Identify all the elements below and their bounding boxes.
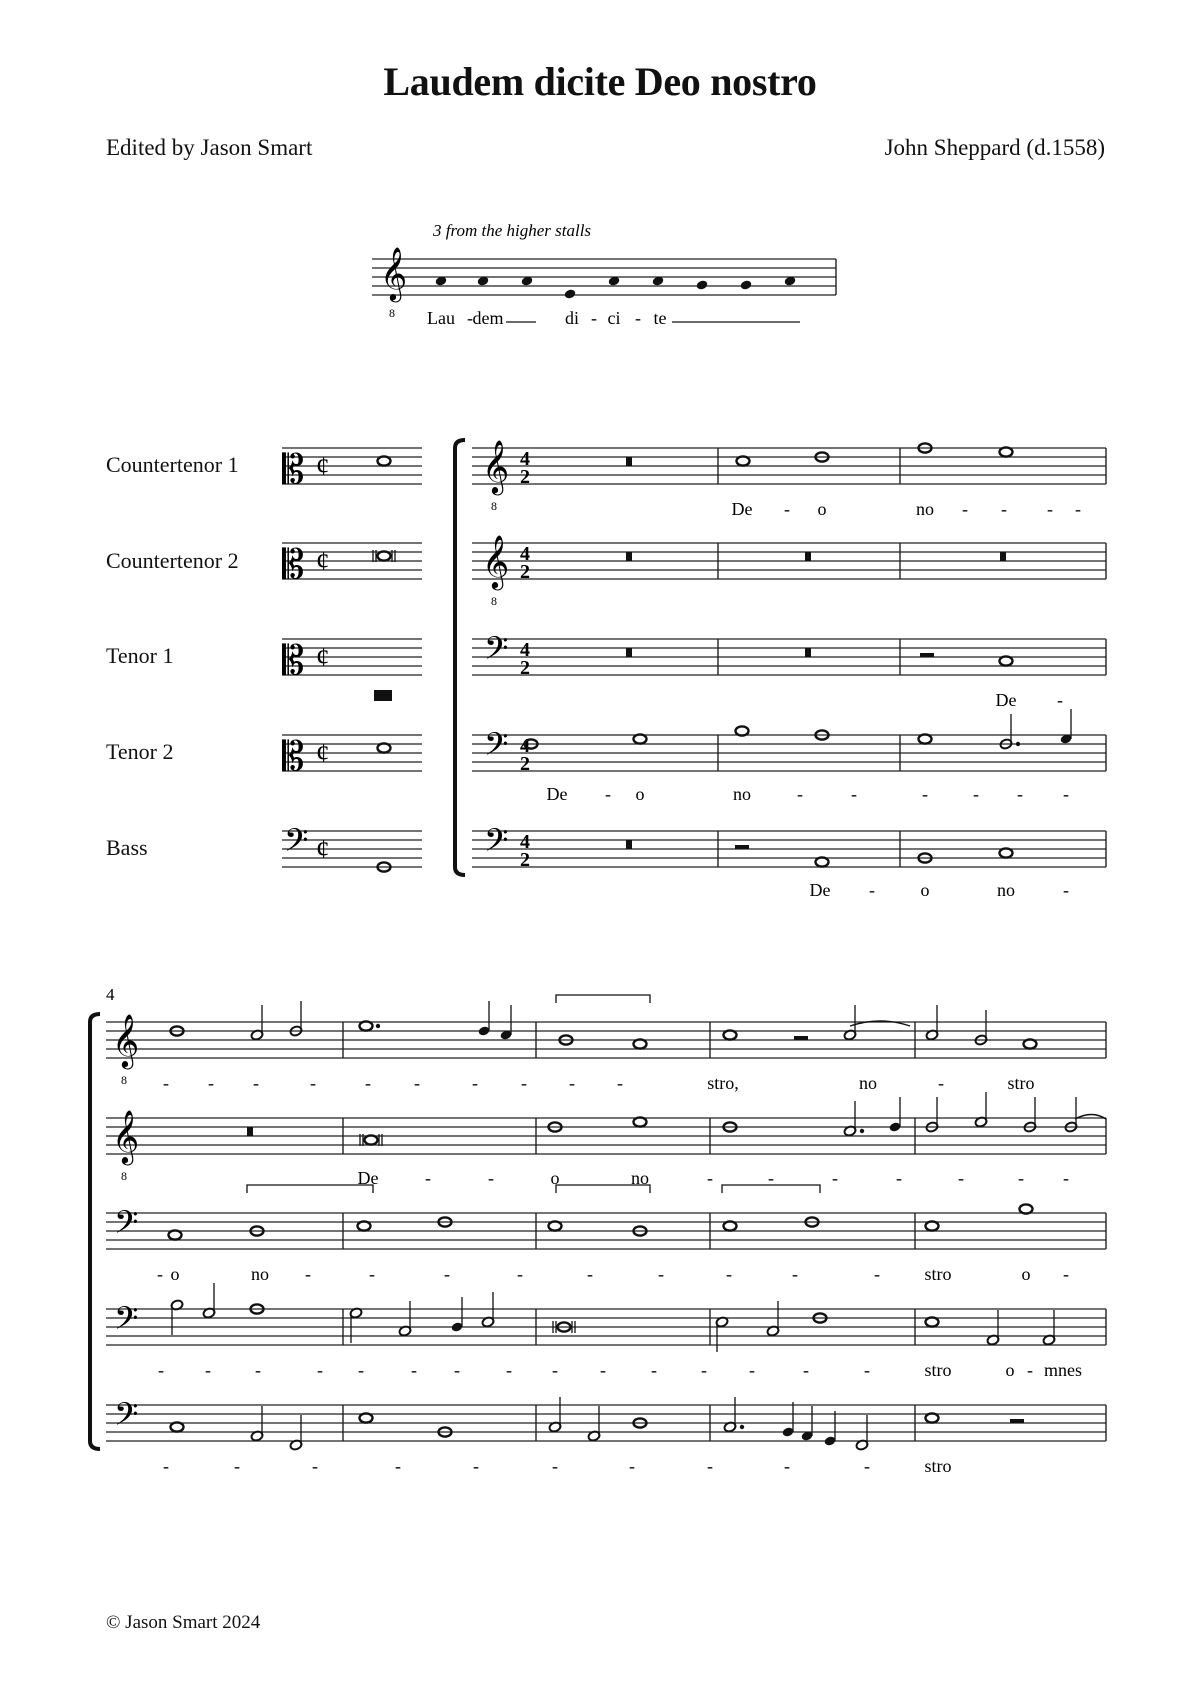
lyric-hyphen: - bbox=[832, 1168, 838, 1188]
octave-mark: 8 bbox=[121, 1169, 127, 1183]
lyric-hyphen: - bbox=[414, 1073, 420, 1093]
whole-note bbox=[634, 734, 647, 743]
ligature-bracket bbox=[556, 995, 650, 1003]
part-name-tenor-1: Tenor 1 bbox=[106, 643, 174, 668]
time-signature-top: 4 bbox=[520, 831, 530, 853]
lyric-hyphen: - bbox=[896, 1168, 902, 1188]
c-clef-icon: 𝄡 bbox=[282, 734, 305, 780]
lyric-hyphen: - bbox=[425, 1168, 431, 1188]
cut-time-icon: ¢ bbox=[316, 451, 330, 481]
cut-time-icon: ¢ bbox=[316, 834, 330, 864]
editor-credit: Edited by Jason Smart bbox=[106, 135, 313, 160]
lyric-hyphen: - bbox=[605, 784, 611, 804]
whole-note bbox=[634, 1039, 647, 1048]
lyric-hyphen: - bbox=[552, 1360, 558, 1380]
whole-note bbox=[549, 1221, 562, 1230]
lyric-hyphen: - bbox=[864, 1456, 870, 1476]
part-name-tenor-2: Tenor 2 bbox=[106, 739, 174, 764]
lyric-syllable: no bbox=[733, 784, 751, 804]
whole-note bbox=[926, 1221, 939, 1230]
lyric-hyphen: - bbox=[701, 1360, 707, 1380]
lyric-hyphen: - bbox=[454, 1360, 460, 1380]
page-title: Laudem dicite Deo nostro bbox=[383, 59, 817, 104]
lyric-hyphen: - bbox=[651, 1360, 657, 1380]
whole-note bbox=[737, 456, 750, 465]
bass-clef-icon: 𝄢 bbox=[114, 1300, 139, 1344]
lyric-hyphen: - bbox=[658, 1264, 664, 1284]
lyric-hyphen: - bbox=[569, 1073, 575, 1093]
time-signature-top: 4 bbox=[520, 448, 530, 470]
lyric-hyphen: - bbox=[506, 1360, 512, 1380]
incipit-direction: 3 from the higher stalls bbox=[433, 221, 592, 240]
whole-note bbox=[919, 734, 932, 743]
octave-mark: 8 bbox=[121, 1073, 127, 1087]
breve-note bbox=[365, 1135, 378, 1144]
bass-clef-icon: 𝄢 bbox=[484, 630, 509, 674]
lyric-syllable: o bbox=[550, 1168, 560, 1188]
half-rest bbox=[794, 1036, 808, 1040]
whole-note bbox=[736, 726, 749, 735]
lyric-syllable: o bbox=[817, 499, 827, 519]
ligature-bracket bbox=[247, 1185, 373, 1193]
lyric-hyphen: - bbox=[411, 1360, 417, 1380]
lyric-hyphen: - bbox=[629, 1456, 635, 1476]
whole-note bbox=[1020, 1204, 1033, 1213]
quarter-note bbox=[696, 279, 709, 290]
half-rest bbox=[735, 845, 749, 849]
lyric-hyphen: - bbox=[317, 1360, 323, 1380]
time-signature-bottom: 2 bbox=[520, 466, 530, 488]
part-name-countertenor-2: Countertenor 2 bbox=[106, 548, 239, 573]
lyric-syllable: De bbox=[995, 690, 1017, 710]
lyric-syllable: stro bbox=[924, 1264, 952, 1284]
whole-note bbox=[1000, 848, 1013, 857]
lyric-hyphen: - bbox=[521, 1073, 527, 1093]
system-bracket bbox=[455, 440, 465, 875]
breve-rest bbox=[626, 552, 632, 561]
lyric-hyphen: - bbox=[552, 1456, 558, 1476]
breve-note bbox=[378, 551, 391, 560]
whole-note bbox=[634, 1117, 647, 1126]
lyric-hyphen: - bbox=[1027, 1360, 1033, 1380]
lyric-hyphen: - bbox=[1001, 499, 1007, 519]
c-clef-icon: 𝄡 bbox=[282, 638, 305, 684]
breve-rest bbox=[626, 457, 632, 466]
half-rest bbox=[920, 653, 934, 657]
lyric-hyphen: - bbox=[157, 1264, 163, 1284]
lyric-syllable: o bbox=[1021, 1264, 1031, 1284]
dot bbox=[740, 1425, 744, 1429]
staff-system2 bbox=[106, 1213, 1106, 1249]
breve-rest bbox=[805, 648, 811, 657]
whole-note bbox=[169, 1230, 182, 1239]
cut-time-icon: ¢ bbox=[316, 738, 330, 768]
time-signature-top: 4 bbox=[520, 543, 530, 565]
staff-system2 bbox=[106, 1118, 1106, 1154]
lyric-hyphen: - bbox=[163, 1456, 169, 1476]
lyric-syllable: o bbox=[635, 784, 645, 804]
lyric-hyphen: - bbox=[1018, 1168, 1024, 1188]
quarter-note bbox=[740, 279, 753, 290]
whole-note bbox=[360, 1021, 373, 1030]
lyric-hyphen: - bbox=[591, 308, 597, 328]
lyric-syllable: ci bbox=[607, 308, 621, 328]
lyric-hyphen: - bbox=[1017, 784, 1023, 804]
lyric-hyphen: - bbox=[358, 1360, 364, 1380]
bass-clef-icon: 𝄢 bbox=[484, 822, 509, 866]
cut-time-icon: ¢ bbox=[316, 642, 330, 672]
incipit-treble-clef-icon: 𝄞 bbox=[380, 246, 408, 300]
whole-note bbox=[1000, 656, 1013, 665]
system-bracket bbox=[90, 1014, 100, 1449]
lyric-hyphen: - bbox=[305, 1264, 311, 1284]
copyright-notice: © Jason Smart 2024 bbox=[106, 1612, 261, 1633]
whole-note bbox=[378, 743, 391, 752]
lyric-syllable: stro bbox=[1007, 1073, 1035, 1093]
whole-note bbox=[360, 1413, 373, 1422]
lyric-hyphen: - bbox=[973, 784, 979, 804]
lyric-hyphen: - bbox=[158, 1360, 164, 1380]
lyric-syllable: stro bbox=[924, 1360, 952, 1380]
whole-note bbox=[1024, 1039, 1037, 1048]
lyric-hyphen: - bbox=[1057, 690, 1063, 710]
whole-note bbox=[926, 1317, 939, 1326]
whole-note bbox=[816, 857, 829, 866]
lyric-hyphen: - bbox=[962, 499, 968, 519]
breve-rest bbox=[1000, 552, 1006, 561]
lyric-hyphen: - bbox=[784, 499, 790, 519]
lyric-syllable: o bbox=[920, 880, 930, 900]
lyric-hyphen: - bbox=[869, 880, 875, 900]
octave-mark: 8 bbox=[491, 499, 497, 513]
lyric-hyphen: - bbox=[205, 1360, 211, 1380]
breve-rest bbox=[247, 1127, 253, 1136]
lyric-hyphen: - bbox=[797, 784, 803, 804]
longa-note bbox=[374, 690, 392, 701]
lyric-syllable: stro, bbox=[707, 1073, 739, 1093]
lyric-syllable: no bbox=[631, 1168, 649, 1188]
time-signature-bottom: 2 bbox=[520, 657, 530, 679]
treble-clef-icon: 𝄞 bbox=[112, 1109, 140, 1163]
lyric-hyphen: - bbox=[1075, 499, 1081, 519]
lyric-syllable: Lau bbox=[427, 308, 455, 328]
c-clef-icon: 𝄡 bbox=[282, 447, 305, 493]
lyric-hyphen: - bbox=[1063, 1168, 1069, 1188]
lyric-hyphen: - bbox=[1063, 880, 1069, 900]
c-clef-icon: 𝄡 bbox=[282, 542, 305, 588]
dot bbox=[1016, 742, 1020, 746]
treble-clef-icon: 𝄞 bbox=[482, 439, 510, 493]
lyric-hyphen: - bbox=[253, 1073, 259, 1093]
lyric-syllable: De bbox=[357, 1168, 379, 1188]
time-signature-bottom: 2 bbox=[520, 849, 530, 871]
lyric-hyphen: - bbox=[472, 1073, 478, 1093]
lyric-hyphen: - bbox=[707, 1456, 713, 1476]
time-signature-bottom: 2 bbox=[520, 753, 530, 775]
lyric-hyphen: - bbox=[749, 1360, 755, 1380]
lyric-syllable: no bbox=[916, 499, 934, 519]
treble-clef-icon: 𝄞 bbox=[482, 534, 510, 588]
cut-time-icon: ¢ bbox=[316, 546, 330, 576]
whole-note bbox=[171, 1422, 184, 1431]
lyric-hyphen: - bbox=[635, 308, 641, 328]
lyric-hyphen: - bbox=[768, 1168, 774, 1188]
lyric-syllable: mnes bbox=[1044, 1360, 1082, 1380]
lyric-hyphen: - bbox=[310, 1073, 316, 1093]
lyric-hyphen: - bbox=[587, 1264, 593, 1284]
lyric-hyphen: - bbox=[395, 1456, 401, 1476]
lyric-hyphen: - bbox=[792, 1264, 798, 1284]
composer-credit: John Sheppard (d.1558) bbox=[884, 135, 1105, 160]
staff-system1 bbox=[472, 543, 1106, 579]
bass-clef-icon: 𝄢 bbox=[284, 822, 309, 866]
lyric-hyphen: - bbox=[1063, 1264, 1069, 1284]
part-name-bass: Bass bbox=[106, 835, 148, 860]
whole-note bbox=[1000, 447, 1013, 456]
lyric-hyphen: - bbox=[617, 1073, 623, 1093]
lyric-syllable: o bbox=[170, 1264, 180, 1284]
lyric-hyphen: - bbox=[444, 1264, 450, 1284]
whole-note bbox=[724, 1030, 737, 1039]
lyric-hyphen: - bbox=[600, 1360, 606, 1380]
lyric-hyphen: - bbox=[365, 1073, 371, 1093]
whole-note bbox=[724, 1221, 737, 1230]
lyric-hyphen: - bbox=[864, 1360, 870, 1380]
lyric-syllable: no bbox=[997, 880, 1015, 900]
lyric-syllable: De bbox=[809, 880, 831, 900]
staff-system2 bbox=[106, 1405, 1106, 1441]
lyric-hyphen: - bbox=[163, 1073, 169, 1093]
lyric-hyphen: - bbox=[707, 1168, 713, 1188]
lyric-hyphen: - bbox=[312, 1456, 318, 1476]
lyric-hyphen: - bbox=[517, 1264, 523, 1284]
measure-number: 4 bbox=[106, 985, 115, 1004]
lyric-hyphen: - bbox=[726, 1264, 732, 1284]
time-signature-top: 4 bbox=[520, 735, 530, 757]
lyric-hyphen: - bbox=[208, 1073, 214, 1093]
treble-clef-icon: 𝄞 bbox=[112, 1013, 140, 1067]
lyric-syllable: no bbox=[251, 1264, 269, 1284]
dot bbox=[860, 1129, 864, 1133]
lyric-hyphen: - bbox=[803, 1360, 809, 1380]
time-signature-top: 4 bbox=[520, 639, 530, 661]
lyric-hyphen: - bbox=[874, 1264, 880, 1284]
lyric-hyphen: - bbox=[958, 1168, 964, 1188]
whole-note bbox=[378, 456, 391, 465]
octave-mark: 8 bbox=[389, 306, 395, 320]
lyric-syllable: stro bbox=[924, 1456, 952, 1476]
lyric-hyphen: - bbox=[784, 1456, 790, 1476]
breve-rest bbox=[626, 648, 632, 657]
lyric-syllable: di bbox=[564, 308, 580, 328]
time-signature-bottom: 2 bbox=[520, 561, 530, 583]
octave-mark: 8 bbox=[491, 594, 497, 608]
bass-clef-icon: 𝄢 bbox=[114, 1204, 139, 1248]
bass-clef-icon: 𝄢 bbox=[484, 726, 509, 770]
dot bbox=[376, 1024, 380, 1028]
lyric-syllable: te bbox=[653, 308, 667, 328]
half-rest bbox=[1010, 1419, 1024, 1423]
whole-note bbox=[358, 1221, 371, 1230]
lyric-hyphen: - bbox=[851, 784, 857, 804]
lyric-hyphen: - bbox=[1063, 784, 1069, 804]
quarter-note bbox=[564, 288, 577, 299]
lyric-hyphen: - bbox=[488, 1168, 494, 1188]
lyric-hyphen: - bbox=[938, 1073, 944, 1093]
whole-note bbox=[926, 1413, 939, 1422]
breve-rest bbox=[805, 552, 811, 561]
lyric-syllable: De bbox=[731, 499, 753, 519]
lyric-hyphen: - bbox=[255, 1360, 261, 1380]
lyric-hyphen: - bbox=[473, 1456, 479, 1476]
lyric-hyphen: - bbox=[369, 1264, 375, 1284]
lyric-hyphen: - bbox=[922, 784, 928, 804]
lyric-hyphen: - bbox=[467, 308, 473, 328]
bass-clef-icon: 𝄢 bbox=[114, 1396, 139, 1440]
lyric-hyphen: - bbox=[234, 1456, 240, 1476]
part-name-countertenor-1: Countertenor 1 bbox=[106, 452, 239, 477]
lyric-hyphen: - bbox=[1047, 499, 1053, 519]
lyric-syllable: dem bbox=[472, 308, 504, 328]
breve-rest bbox=[626, 840, 632, 849]
lyric-syllable: no bbox=[859, 1073, 877, 1093]
lyric-syllable: De bbox=[546, 784, 568, 804]
lyric-syllable: o bbox=[1005, 1360, 1015, 1380]
